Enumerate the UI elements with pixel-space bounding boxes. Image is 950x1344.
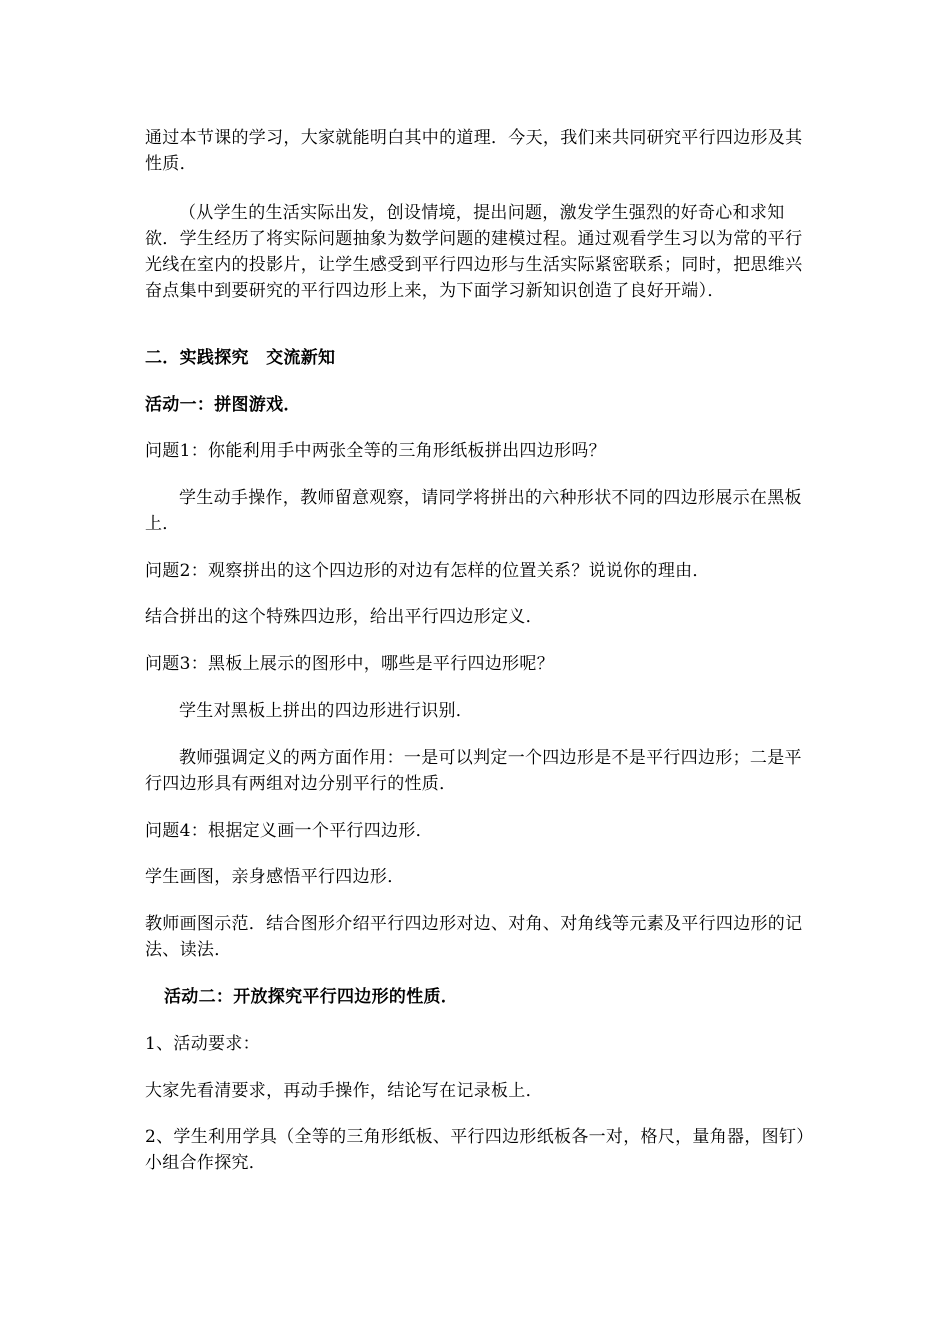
paragraph-intro: 通过本节课的学习，大家就能明白其中的道理．今天，我们来共同研究平行四边形及其性质． xyxy=(145,128,803,174)
paragraph-teacher-demo: 教师画图示范．结合图形介绍平行四边形对边、对角、对角线等元素及平行四边形的记法、读法． xyxy=(145,914,803,960)
paragraph-student-operation: 学生动手操作，教师留意观察，请同学将拼出的六种形状不同的四边形展示在黑板上． xyxy=(145,488,802,534)
item-1-requirements: 1、活动要求： xyxy=(145,1034,260,1054)
question-1: 问题1：你能利用手中两张全等的三角形纸板拼出四边形吗？ xyxy=(145,441,606,461)
paragraph-design-note: （从学生的生活实际出发，创设情境，提出问题，激发学生强烈的好奇心和求知欲．学生经历了将实际问题抽象为数学问题的建模过程。通过观看学生习以为常的平行光线在室内的投影片，让学生感受到平行四边形与生活实际紧密联系；同时，把思维兴奋点集中到要研究的平行四边形上来，为下面学习新知识创造了良好开端）． xyxy=(145,203,803,301)
question-4: 问题4：根据定义画一个平行四边形． xyxy=(145,821,433,841)
activity-one-heading: 活动一：拼图游戏． xyxy=(145,395,301,415)
paragraph-instructions: 大家先看清要求，再动手操作，结论写在记录板上． xyxy=(145,1081,543,1101)
question-2: 问题2：观察拼出的这个四边形的对边有怎样的位置关系？说说你的理由． xyxy=(145,561,710,581)
paragraph-definition: 结合拼出的这个特殊四边形，给出平行四边形定义． xyxy=(145,607,543,627)
section-heading-practice: 二．实践探究 交流新知 xyxy=(145,348,336,368)
paragraph-teacher-emphasis: 教师强调定义的两方面作用：一是可以判定一个四边形是不是平行四边形；二是平行四边形具有两组对边分别平行的性质． xyxy=(145,748,802,794)
paragraph-identify: 学生对黑板上拼出的四边形进行识别． xyxy=(179,701,474,721)
activity-two-heading: 活动二：开放探究平行四边形的性质． xyxy=(164,987,459,1007)
item-2-group-work: 2、学生利用学具（全等的三角形纸板、平行四边形纸板各一对，格尺，量角器，图钉）小组合作探究． xyxy=(145,1127,806,1173)
paragraph-student-draw: 学生画图，亲身感悟平行四边形． xyxy=(145,867,405,887)
question-3: 问题3：黑板上展示的图形中，哪些是平行四边形呢？ xyxy=(145,654,555,674)
